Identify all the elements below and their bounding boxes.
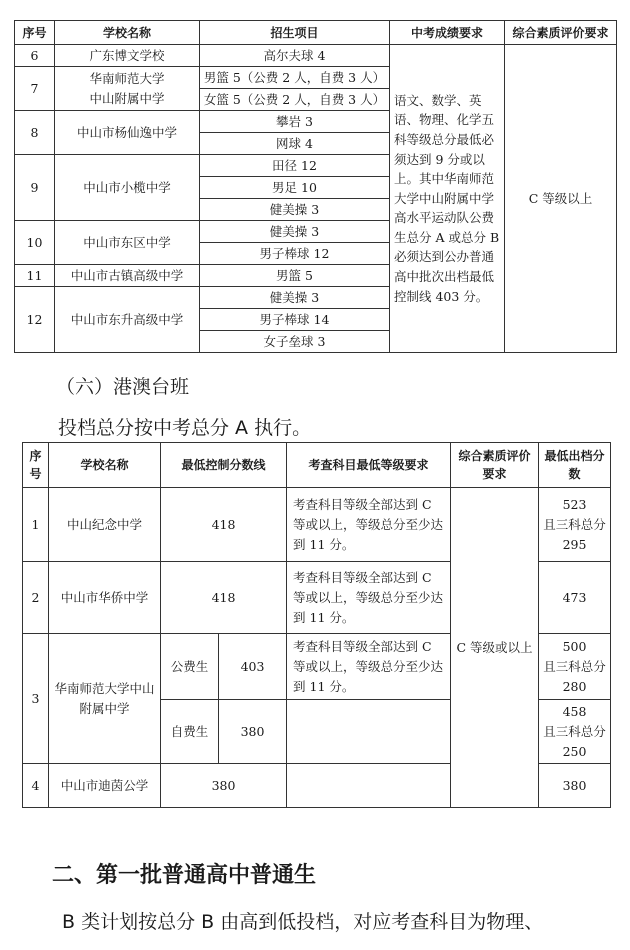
header-score-req: 中考成绩要求 — [390, 21, 505, 45]
subject-requirement: 考查科目等级全部达到 C 等或以上，等级总分至少达到 11 分。 — [287, 562, 451, 634]
subject-requirement: 考查科目等级全部达到 C 等或以上，等级总分至少达到 11 分。 — [287, 634, 451, 700]
admission-item: 健美操 3 — [200, 221, 390, 243]
min-score: 403 — [219, 634, 287, 700]
row-no: 4 — [23, 764, 49, 808]
subject-requirement — [287, 764, 451, 808]
section-rule-text: 投档总分按中考总分 A 执行。 — [58, 417, 312, 439]
section-heading-first-batch: 二、第一批普通高中普通生 — [52, 863, 317, 888]
row-no: 7 — [15, 67, 55, 111]
header-no: 序号 — [15, 21, 55, 45]
header-school: 学校名称 — [55, 21, 200, 45]
admission-item: 男篮 5（公费 2 人，自费 3 人） — [200, 67, 390, 89]
admission-item: 男子棒球 14 — [200, 309, 390, 331]
quality-requirement: C 等级或以上 — [451, 488, 539, 808]
table-header-row — [15, 21, 617, 45]
row-no: 1 — [23, 488, 49, 562]
section-heading-hk-macau-taiwan: （六）港澳台班 — [56, 376, 190, 398]
admission-item: 男篮 5 — [200, 265, 390, 287]
student-type: 自费生 — [161, 700, 219, 764]
min-out-line: 458 — [562, 703, 587, 719]
school-name-line: 中山附属中学 — [89, 90, 165, 106]
header-min-out: 最低出档分数 — [539, 443, 611, 488]
min-out-score: 473 — [539, 562, 611, 634]
min-score: 418 — [161, 488, 287, 562]
min-out-line: 523 — [562, 496, 587, 512]
min-score: 380 — [219, 700, 287, 764]
quality-requirement: C 等级以上 — [505, 45, 617, 353]
school-name: 中山市古镇高级中学 — [55, 265, 200, 287]
admission-item: 高尔夫球 4 — [200, 45, 390, 67]
min-score: 380 — [161, 764, 287, 808]
admission-item: 健美操 3 — [200, 199, 390, 221]
school-name: 中山市迪茵公学 — [49, 764, 161, 808]
row-no: 10 — [15, 221, 55, 265]
min-out-score — [539, 700, 611, 764]
admission-item: 健美操 3 — [200, 287, 390, 309]
row-no: 12 — [15, 287, 55, 353]
school-name-line: 华南师范大学 — [89, 70, 165, 86]
admission-item: 田径 12 — [200, 155, 390, 177]
student-type: 公费生 — [161, 634, 219, 700]
table-header-row — [23, 443, 611, 488]
subject-requirement: 考查科目等级全部达到 C 等或以上，等级总分至少达到 11 分。 — [287, 488, 451, 562]
admission-item: 男子棒球 12 — [200, 243, 390, 265]
school-name: 中山市东区中学 — [55, 221, 200, 265]
table-row — [23, 488, 611, 562]
row-no: 6 — [15, 45, 55, 67]
min-out-score — [539, 634, 611, 700]
min-out-line: 且三科总分 — [543, 658, 606, 674]
admission-item: 男足 10 — [200, 177, 390, 199]
header-no: 序号 — [23, 443, 49, 488]
school-name: 中山市小榄中学 — [55, 155, 200, 221]
admission-item: 女篮 5（公费 2 人，自费 3 人） — [200, 89, 390, 111]
min-out-line: 280 — [562, 678, 587, 694]
header-school: 学校名称 — [49, 443, 161, 488]
school-name: 中山市杨仙逸中学 — [55, 111, 200, 155]
table-row — [15, 45, 617, 67]
score-requirement: 语文、数学、英语、物理、化学五科等级总分最低必须达到 9 分或以上。其中华南师范大学中山附属中学高水平运动队公费生总分 A 或总分 B 必须达到公办普通高中批次出档最低控制线 403 分。 — [390, 45, 505, 353]
row-no: 11 — [15, 265, 55, 287]
min-out-line: 且三科总分 — [543, 516, 606, 532]
sports-admission-table — [14, 20, 617, 353]
min-out-line: 500 — [562, 638, 587, 654]
header-quality-req: 综合素质评价要求 — [505, 21, 617, 45]
min-out-score: 380 — [539, 764, 611, 808]
admission-item: 网球 4 — [200, 133, 390, 155]
school-name: 中山纪念中学 — [49, 488, 161, 562]
school-name: 中山市华侨中学 — [49, 562, 161, 634]
admission-item: 攀岩 3 — [200, 111, 390, 133]
school-name: 中山市东升高级中学 — [55, 287, 200, 353]
min-score: 418 — [161, 562, 287, 634]
admission-item: 女子垒球 3 — [200, 331, 390, 353]
school-name: 广东博文学校 — [55, 45, 200, 67]
school-name: 华南师范大学中山附属中学 — [49, 634, 161, 764]
hk-macau-taiwan-table — [22, 442, 611, 808]
header-subject-req: 考查科目最低等级要求 — [287, 443, 451, 488]
row-no: 2 — [23, 562, 49, 634]
section-paragraph: B 类计划按总分 B 由高到低投档，对应考查科目为物理、 — [62, 911, 544, 933]
school-name — [55, 67, 200, 111]
row-no: 9 — [15, 155, 55, 221]
header-quality-req: 综合素质评价要求 — [451, 443, 539, 488]
header-min-score: 最低控制分数线 — [161, 443, 287, 488]
header-items: 招生项目 — [200, 21, 390, 45]
min-out-score — [539, 488, 611, 562]
min-out-line: 且三科总分 — [543, 723, 606, 739]
min-out-line: 295 — [562, 536, 587, 552]
subject-requirement — [287, 700, 451, 764]
row-no: 8 — [15, 111, 55, 155]
min-out-line: 250 — [562, 743, 587, 759]
row-no: 3 — [23, 634, 49, 764]
